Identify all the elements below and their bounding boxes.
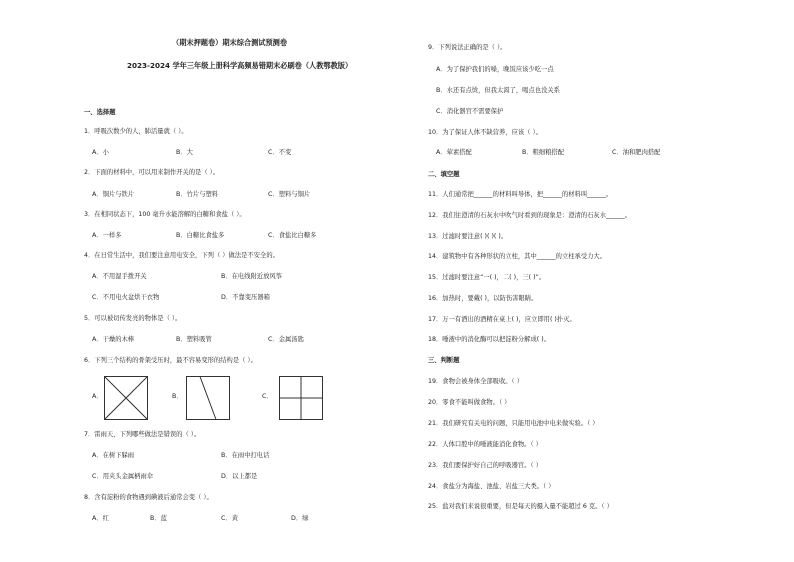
judge-q24: 24．食盐分为海盐、池盐、岩盐三大类。（ ）	[428, 483, 555, 490]
q3-opt-c: C．食盐比白糖多	[268, 232, 317, 239]
q3-opt-a: A．一样多	[92, 232, 122, 239]
q3-opt-b: B．白糖比食盐多	[176, 232, 225, 239]
q4-opt-c: C．不用电火盆烘干衣物	[92, 294, 160, 301]
fill-q14: 14．建筑物中有各种形状的立柱，其中______的立柱承受力大。	[428, 253, 607, 260]
q7-opt-a: A．在树下躲雨	[92, 452, 135, 459]
q7-opt-b: B．在雨中打电话	[221, 452, 270, 459]
structure-figure-c	[279, 376, 323, 420]
q2-stem: 2．下面的材料中，可以用来制作开关的是（ ）。	[84, 169, 220, 176]
fill-q13: 13．过滤时要注意( )( )( )。	[428, 233, 508, 240]
judge-q22: 22．人体口腔中的唾液能消化食物。（ ）	[428, 441, 542, 448]
judge-q23: 23．我们要保护好自己的呼吸器官。（ ）	[428, 462, 542, 469]
q10-opt-b: B．粗细粮搭配	[522, 149, 565, 156]
fill-q16: 16．加热时，要戴( )，以防伤害眼睛。	[428, 295, 538, 302]
fill-q17: 17．万一有酒出的酒精在桌上( )，应立即用( )扑灭。	[428, 316, 576, 323]
judge-q21: 21．我们研究有关电的问题，只能用电池中电来做实验。（ ）	[428, 420, 599, 427]
q6-label-a: A．	[92, 393, 103, 400]
q9-opt-c: C．消化器官不需要保护	[436, 108, 504, 115]
q8-opt-d: D．绿	[291, 515, 309, 522]
fill-q18: 18．唾液中的消化酶可以把淀粉分解成( )。	[428, 336, 550, 343]
q5-stem: 5．可以被切传发亮的物体是（ ）。	[84, 315, 182, 322]
q8-opt-b: B．蓝	[150, 515, 167, 522]
q6-label-b: B．	[172, 393, 183, 400]
q10-opt-c: C．油和肥肉搭配	[612, 149, 661, 156]
fill-q11: 11．人们通常把______的材料叫导体，把______的材料叫______。	[428, 191, 613, 198]
q1-opt-b: B．大	[176, 149, 193, 156]
q10-stem: 10．为了保证人体不缺营养，应该（ ）。	[428, 129, 542, 136]
section-fill-heading: 二、填空题	[428, 171, 460, 178]
section-judge-heading: 三、判断题	[428, 357, 460, 364]
judge-q25: 25．盐对我们来说很重要，但是每天的摄入量不能超过 6 克。（ ）	[428, 503, 613, 510]
q2-opt-c: C．塑料与铜片	[268, 191, 311, 198]
q7-opt-c: C．用夹头金属柄雨伞	[92, 473, 154, 480]
q8-stem: 8．含有淀粉的食物遇到碘液后通常会变（ ）。	[84, 494, 213, 501]
fill-q12: 12．我们往澄清的石灰水中吹气时看到的现象是：澄清的石灰水______。	[428, 212, 632, 219]
q2-opt-a: A．铜片与铁片	[92, 191, 135, 198]
judge-q20: 20．零食不能叫做食物。（ ）	[428, 399, 511, 406]
q4-opt-b: B．在电线附近放风筝	[221, 273, 282, 280]
q3-stem: 3．在相同状态下，100 毫升水能溶解的白糖和食盐（ ）。	[84, 211, 246, 218]
q5-opt-b: B．塑料吸管	[176, 336, 212, 343]
q9-stem: 9．下列说法正确的是（ ）。	[428, 44, 507, 51]
structure-figure-b	[186, 376, 230, 420]
structure-figure-a	[104, 376, 148, 420]
q9-opt-a: A．为了保护我们的嗓，晚饭应该少吃一点	[436, 66, 554, 73]
q6-label-c: C．	[262, 393, 273, 400]
q4-opt-d: D．不靠变压器箱	[221, 294, 270, 301]
q5-opt-c: C．金属汤匙	[268, 336, 304, 343]
q9-opt-b: B．水还有点烫，但我太渴了，喝点也没关系	[436, 87, 560, 94]
q7-stem: 7．雷雨天，下列哪些做法是错误的（ ）。	[84, 431, 201, 438]
q8-opt-c: C．黄	[221, 515, 238, 522]
judge-q19: 19．食物会被身体全部吸收。（ ）	[428, 378, 524, 385]
fill-q15: 15．过滤时要注意“一( )，二( )，三( )”。	[428, 274, 546, 281]
q2-opt-b: B．竹片与塑料	[176, 191, 219, 198]
q8-opt-a: A．红	[92, 515, 109, 522]
q1-stem: 1．呼吸次数少的人，肺活量就（ ）。	[84, 128, 188, 135]
q10-opt-a: A．荤素搭配	[436, 149, 472, 156]
section-choice-heading: 一、选择题	[84, 109, 116, 116]
q7-opt-d: D．以上都是	[221, 473, 258, 480]
q1-opt-a: A．小	[92, 149, 109, 156]
q6-stem: 6．下列三个结构的骨架受压时，最不容易变形的结构是（ ）。	[84, 357, 257, 364]
q1-opt-c: C．不变	[268, 149, 292, 156]
title-line-1: （期末押题卷）期末综合测试预测卷	[172, 38, 288, 47]
q4-stem: 4．在日常生活中，我们要注意用电安全，下列（ ）做法是不安全的。	[84, 252, 279, 259]
title-line-2: 2023-2024 学年三年级上册科学高频易错期末必刷卷（人教鄂教版）	[127, 61, 353, 70]
q4-opt-a: A．不用湿手拨开关	[92, 273, 147, 280]
q5-opt-a: A．干燥的木棒	[92, 336, 135, 343]
